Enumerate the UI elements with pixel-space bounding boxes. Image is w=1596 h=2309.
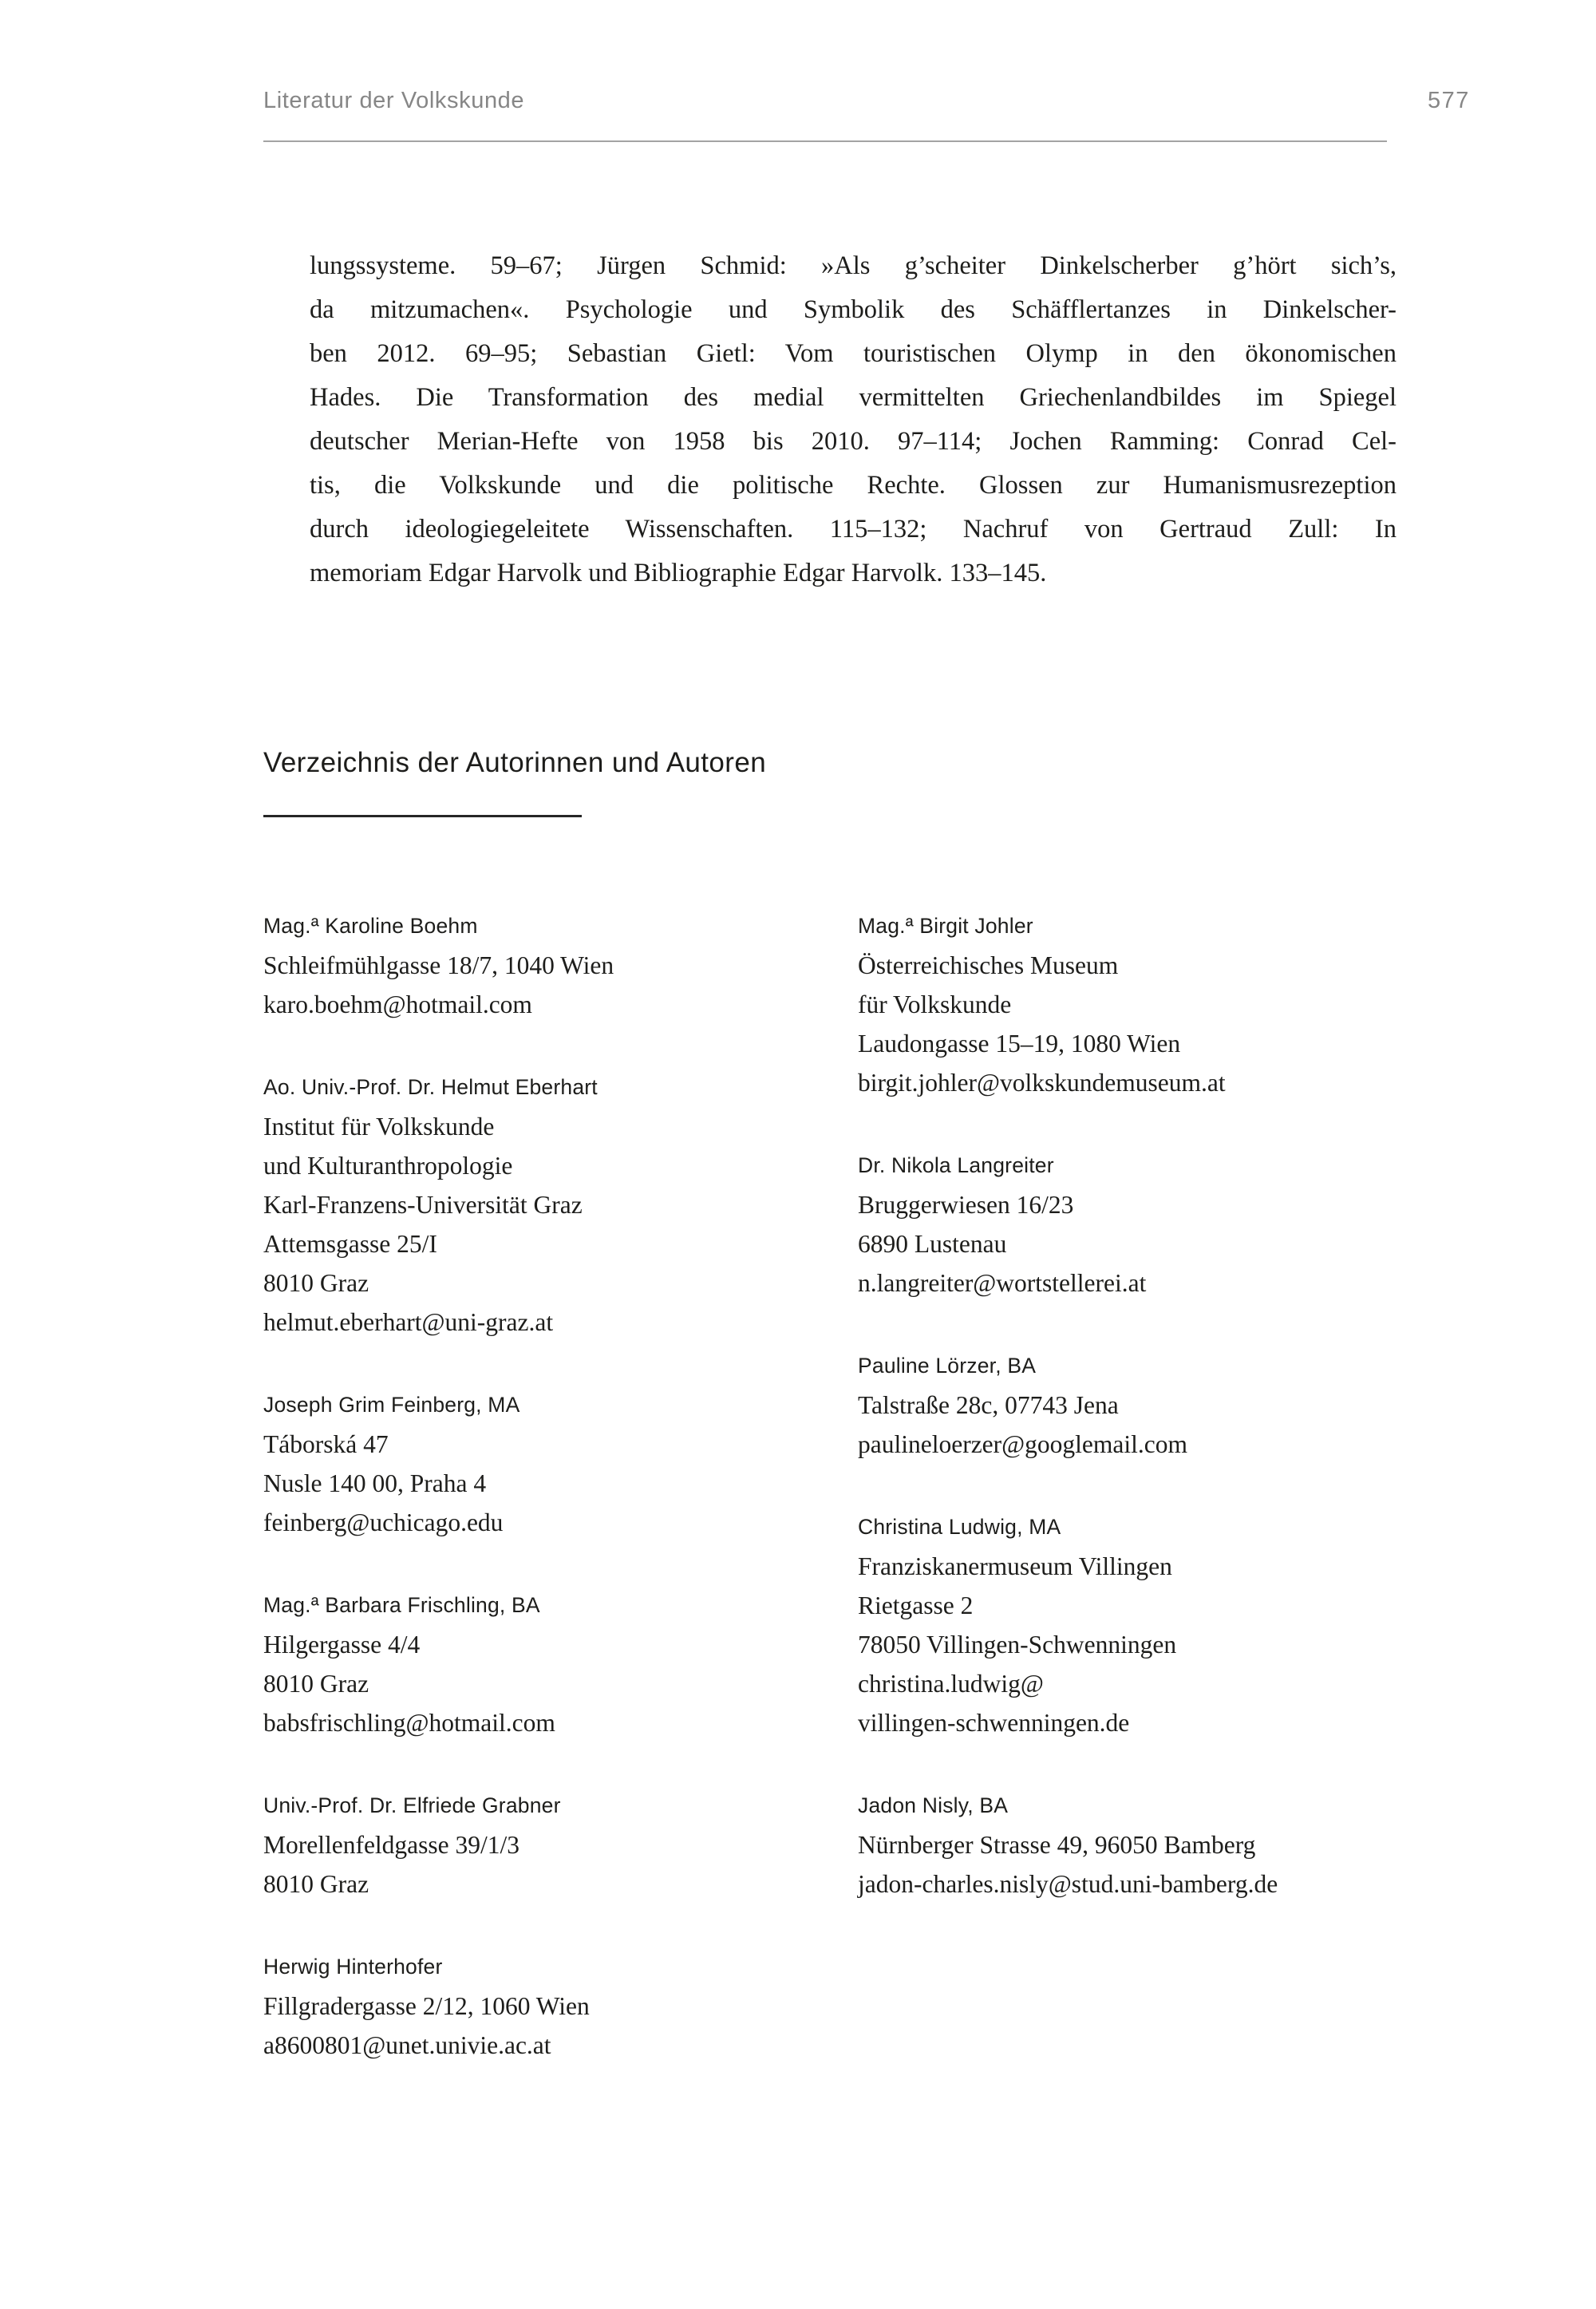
author-entry bbox=[263, 1386, 836, 1542]
author-name: Dr. Nikola Langreiter bbox=[858, 1153, 1054, 1177]
page-number: 577 bbox=[1428, 88, 1470, 113]
author-entry bbox=[263, 1947, 836, 2065]
author-address-line: für Volkskunde bbox=[858, 990, 1012, 1018]
author-address-line: Fillgradergasse 2/12, 1060 Wien bbox=[263, 1992, 590, 2020]
paragraph-line: Hades. Die Transformation des medial vermittelten Griechenlandbildes im Spiegel bbox=[310, 383, 1396, 412]
author-entry bbox=[858, 907, 1416, 1102]
author-entry bbox=[858, 1346, 1416, 1464]
author-email: karo.boehm@hotmail.com bbox=[263, 990, 532, 1018]
paragraph-line: memoriam Edgar Harvolk und Bibliographie Edgar Harvolk. 133–145. bbox=[310, 559, 1047, 587]
author-address-line: und Kulturanthropologie bbox=[263, 1152, 513, 1180]
author-name: Christina Ludwig, MA bbox=[858, 1515, 1061, 1539]
author-column-left bbox=[263, 907, 836, 2109]
author-email: jadon-charles.nisly@stud.uni-bamberg.de bbox=[858, 1870, 1278, 1898]
author-email: villingen-schwenningen.de bbox=[858, 1709, 1130, 1737]
author-address-line: Rietgasse 2 bbox=[858, 1591, 974, 1619]
author-entry bbox=[858, 1508, 1416, 1742]
author-address-line: Schleifmühlgasse 18/7, 1040 Wien bbox=[263, 951, 614, 979]
author-name: Pauline Lörzer, BA bbox=[858, 1354, 1037, 1378]
author-address-line: Talstraße 28c, 07743 Jena bbox=[858, 1391, 1119, 1419]
author-address-line: 8010 Graz bbox=[263, 1870, 369, 1898]
author-entry bbox=[858, 1786, 1416, 1904]
author-email: babsfrischling@hotmail.com bbox=[263, 1709, 555, 1737]
author-address-line: Franziskanermuseum Villingen bbox=[858, 1552, 1172, 1580]
author-name: Ao. Univ.-Prof. Dr. Helmut Eberhart bbox=[263, 1075, 598, 1099]
author-entry bbox=[263, 1786, 836, 1904]
author-address-line: Hilgergasse 4/4 bbox=[263, 1631, 421, 1659]
paragraph-line: tis, die Volkskunde und die politische Rechte. Glossen zur Humanismusrezeption bbox=[310, 471, 1396, 500]
author-address-line: 8010 Graz bbox=[263, 1670, 369, 1698]
author-email: paulineloerzer@googlemail.com bbox=[858, 1430, 1187, 1458]
author-name: Mag.ª Birgit Johler bbox=[858, 914, 1033, 938]
author-name: Joseph Grim Feinberg, MA bbox=[263, 1393, 520, 1417]
author-email: birgit.johler@volkskundemuseum.at bbox=[858, 1069, 1226, 1097]
paragraph-line: lungssysteme. 59–67; Jürgen Schmid: »Als g’scheiter Dinkelscherber g’hört sich’s, bbox=[310, 251, 1396, 280]
heading-rule bbox=[263, 815, 582, 817]
paragraph-line: ben 2012. 69–95; Sebastian Gietl: Vom touristischen Olymp in den ökonomischen bbox=[310, 339, 1396, 368]
author-entry bbox=[858, 1146, 1416, 1303]
author-email: helmut.eberhart@uni-graz.at bbox=[263, 1308, 554, 1336]
author-address-line: 6890 Lustenau bbox=[858, 1230, 1007, 1258]
author-entry bbox=[263, 907, 836, 1024]
author-address-line: 78050 Villingen-Schwenningen bbox=[858, 1631, 1177, 1659]
author-email: n.langreiter@wortstellerei.at bbox=[858, 1269, 1147, 1297]
author-address-line: Karl-Franzens-Universität Graz bbox=[263, 1191, 583, 1219]
author-entry bbox=[263, 1586, 836, 1742]
author-address-line: Táborská 47 bbox=[263, 1430, 389, 1458]
header-rule bbox=[263, 140, 1387, 142]
author-address-line: Bruggerwiesen 16/23 bbox=[858, 1191, 1074, 1219]
author-name: Herwig Hinterhofer bbox=[263, 1955, 443, 1979]
paragraph-line: da mitzumachen«. Psychologie und Symbolik des Schäfflertanzes in Dinkelscher- bbox=[310, 295, 1396, 324]
author-email: a8600801@unet.univie.ac.at bbox=[263, 2031, 551, 2059]
author-name: Mag.ª Barbara Frischling, BA bbox=[263, 1593, 540, 1617]
author-address-line: Nürnberger Strasse 49, 96050 Bamberg bbox=[858, 1831, 1256, 1859]
author-address-line: Österreichisches Museum bbox=[858, 951, 1119, 979]
section-heading: Verzeichnis der Autorinnen und Autoren bbox=[263, 747, 767, 778]
author-entry bbox=[263, 1068, 836, 1342]
author-name: Univ.-Prof. Dr. Elfriede Grabner bbox=[263, 1793, 561, 1817]
author-address-line: Attemsgasse 25/I bbox=[263, 1230, 437, 1258]
toc-continuation-paragraph bbox=[310, 244, 1396, 595]
author-address-line: 8010 Graz bbox=[263, 1269, 369, 1297]
author-email: christina.ludwig@ bbox=[858, 1670, 1044, 1698]
paragraph-line: deutscher Merian-Hefte von 1958 bis 2010. 97–114; Jochen Ramming: Conrad Cel- bbox=[310, 427, 1396, 456]
running-header: Literatur der Volkskunde bbox=[263, 88, 525, 113]
author-column-right bbox=[858, 907, 1416, 1947]
author-address-line: Laudongasse 15–19, 1080 Wien bbox=[858, 1030, 1181, 1058]
paragraph-line: durch ideologiegeleitete Wissenschaften. 115–132; Nachruf von Gertraud Zull: In bbox=[310, 515, 1396, 544]
author-name: Jadon Nisly, BA bbox=[858, 1793, 1009, 1817]
author-name: Mag.ª Karoline Boehm bbox=[263, 914, 478, 938]
author-address-line: Morellenfeldgasse 39/1/3 bbox=[263, 1831, 520, 1859]
author-address-line: Nusle 140 00, Praha 4 bbox=[263, 1469, 487, 1497]
author-email: feinberg@uchicago.edu bbox=[263, 1508, 504, 1536]
author-address-line: Institut für Volkskunde bbox=[263, 1113, 495, 1141]
